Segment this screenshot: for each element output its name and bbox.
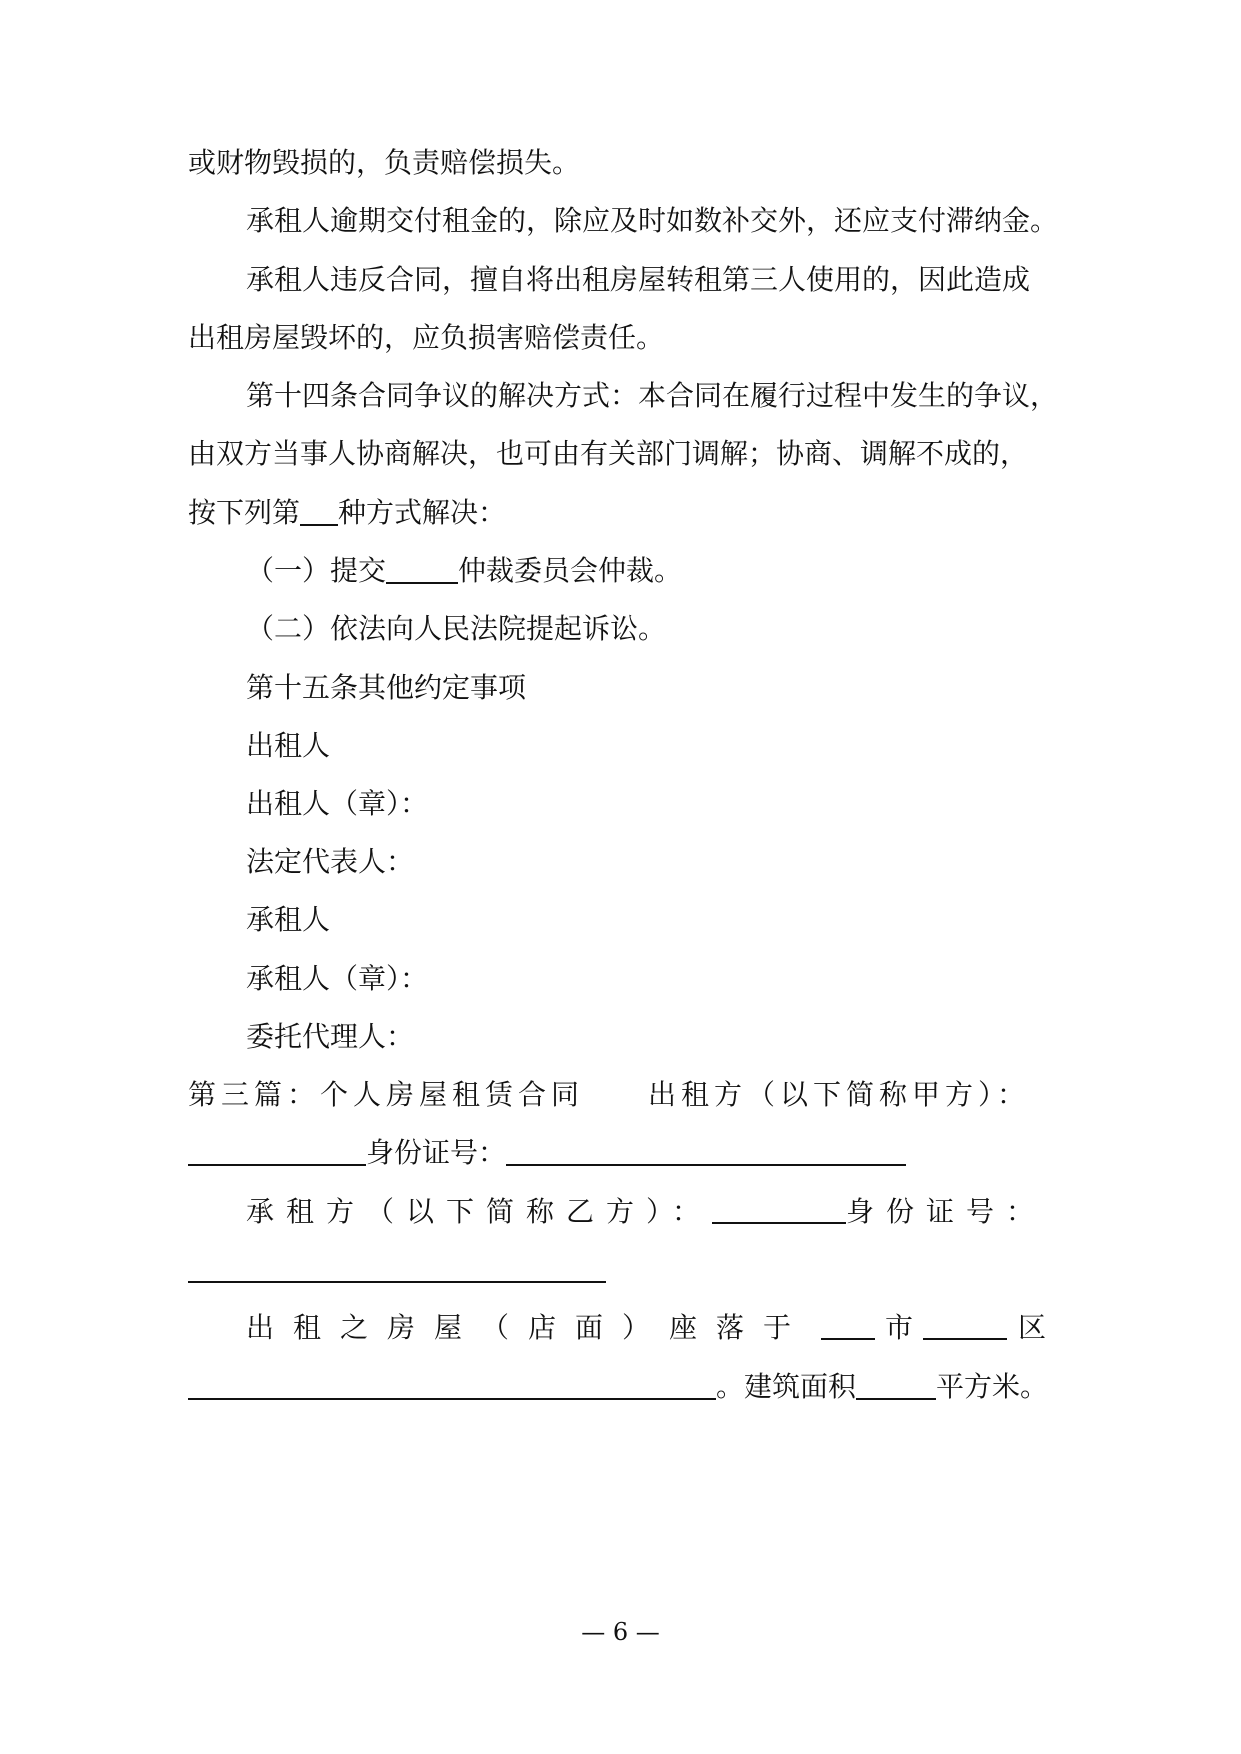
signature-label: 出租人 <box>246 729 331 762</box>
district-blank <box>923 1308 1007 1340</box>
paragraph-line: （二）依法向人民法院提起诉讼。 <box>246 612 667 645</box>
paragraph-line: 第十四条合同争议的解决方式：本合同在履行过程中发生的争议， <box>246 379 1059 412</box>
article-heading: 第十五条其他约定事项 <box>246 671 527 704</box>
lessor-label: 出租方（以下简称甲方）： <box>648 1078 1031 1111</box>
fill-blank <box>386 552 458 584</box>
fill-blank <box>300 494 338 526</box>
area-label: 。建筑面积 <box>716 1370 857 1403</box>
paragraph-line: 由双方当事人协商解决，也可由有关部门调解；协商、调解不成的， <box>188 437 1029 470</box>
area-blank <box>856 1368 936 1400</box>
form-line <box>246 1308 1046 1348</box>
page-number: — 6 — <box>581 1618 660 1646</box>
text-segment: 按下列第 <box>188 496 301 529</box>
lessee-id-label: 身份证号： <box>845 1195 1046 1228</box>
form-line <box>188 1250 606 1290</box>
paragraph-line: 承租人逾期交付租金的，除应及时如数补交外，还应支付滞纳金。 <box>246 204 1059 237</box>
paragraph-line: 或财物毁损的，负责赔偿损失。 <box>188 146 581 179</box>
area-unit: 平方米。 <box>936 1370 1049 1403</box>
text-segment: 种方式解决： <box>338 496 507 529</box>
paragraph-line <box>188 493 506 533</box>
lessee-name-blank <box>712 1192 846 1224</box>
lessor-name-blank <box>188 1134 366 1166</box>
paragraph-line: 出租房屋毁坏的，应负损害赔偿责任。 <box>188 321 665 354</box>
text-segment: （一）提交 <box>246 554 387 587</box>
form-line <box>188 1367 1048 1407</box>
signature-label: 承租人 <box>246 903 331 936</box>
id-label: 身份证号： <box>366 1136 507 1169</box>
form-line <box>246 1192 1046 1232</box>
form-line <box>188 1133 906 1173</box>
district-label: 区 <box>1017 1311 1046 1344</box>
signature-label: 委托代理人： <box>246 1020 415 1053</box>
signature-label: 承租人（章）： <box>246 962 429 995</box>
location-label: 出租之房屋（店面）座落于 <box>246 1311 811 1344</box>
address-blank <box>188 1368 716 1400</box>
section-title-line <box>188 1075 1030 1115</box>
city-label: 市 <box>884 1311 913 1344</box>
lessor-id-blank <box>506 1134 906 1166</box>
lessee-id-blank <box>188 1251 606 1283</box>
signature-label: 出租人（章）： <box>246 787 429 820</box>
paragraph-line: 承租人违反合同，擅自将出租房屋转租第三人使用的，因此造成 <box>246 263 1031 296</box>
section-title: 第三篇：个人房屋租赁合同 <box>188 1078 585 1111</box>
paragraph-line <box>246 551 682 591</box>
signature-label: 法定代表人： <box>246 845 415 878</box>
text-segment: 仲裁委员会仲裁。 <box>458 554 683 587</box>
city-blank <box>821 1308 875 1340</box>
lessee-label: 承租方（以下简称乙方）： <box>246 1195 713 1228</box>
